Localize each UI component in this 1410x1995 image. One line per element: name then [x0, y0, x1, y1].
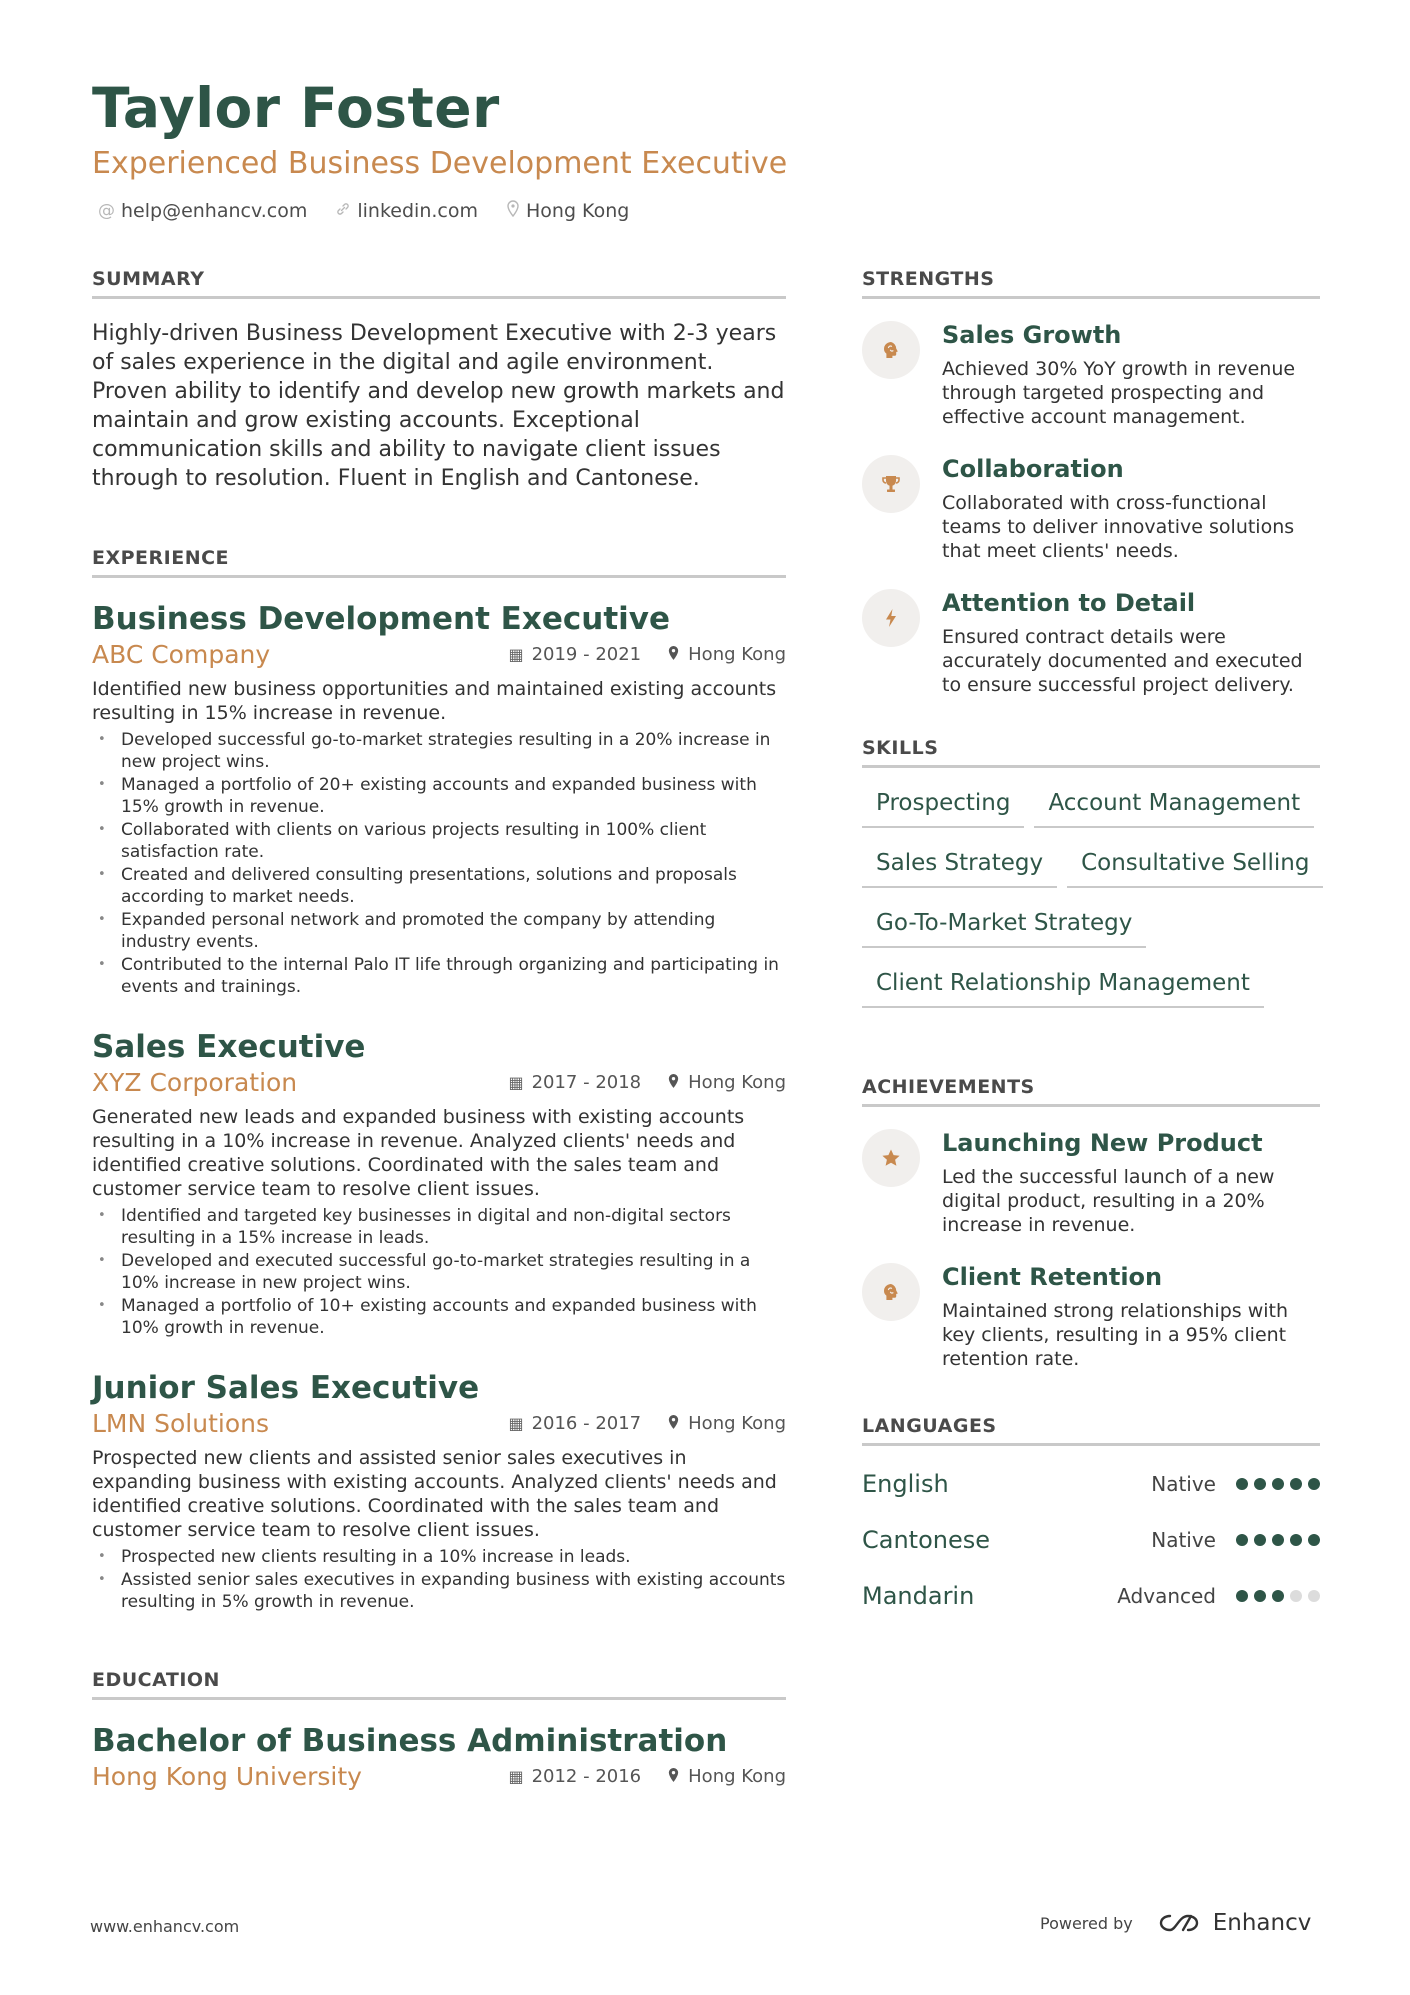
job-meta-row — [92, 1409, 786, 1438]
job-meta-row — [92, 640, 786, 669]
proficiency-dot-empty — [1308, 1590, 1320, 1602]
language-proficiency — [1151, 1528, 1320, 1552]
at-icon: @ — [98, 201, 115, 221]
proficiency-dot-filled — [1236, 1534, 1248, 1546]
skill-tag: Client Relationship Management — [862, 962, 1264, 1008]
education-location — [667, 1766, 786, 1787]
list-item: • Prospected new clients resulting in a 10% increase in leads. — [92, 1546, 786, 1568]
education-entry — [92, 1722, 786, 1791]
location-pin-icon — [667, 1767, 680, 1787]
skill-tag: Go-To-Market Strategy — [862, 902, 1146, 948]
list-item: • Contributed to the internal Palo IT life through organizing and participating in events and trainings. — [92, 954, 786, 998]
skills-heading: SKILLS — [862, 737, 1320, 768]
list-item: • Expanded personal network and promoted the company by attending industry events. — [92, 909, 786, 953]
strength-body — [942, 455, 1320, 563]
footer-website[interactable]: www.enhancv.com — [90, 1917, 240, 1936]
proficiency-dot-filled — [1236, 1478, 1248, 1490]
education-dates — [508, 1766, 641, 1787]
strength-item — [862, 455, 1320, 563]
list-item: • Created and delivered consulting presentations, solutions and proposals according to market needs. — [92, 864, 786, 908]
summary-heading: SUMMARY — [92, 268, 786, 299]
proficiency-dot-filled — [1308, 1478, 1320, 1490]
achievement-item — [862, 1129, 1320, 1237]
strengths-heading: STRENGTHS — [862, 268, 1320, 299]
location-text: Hong Kong — [526, 200, 630, 222]
achievement-body — [942, 1263, 1320, 1371]
job-entry — [92, 600, 786, 998]
achievements-heading: ACHIEVEMENTS — [862, 1076, 1320, 1107]
proficiency-dots — [1236, 1478, 1320, 1490]
degree-title: Bachelor of Business Administration — [92, 1723, 728, 1759]
proficiency-dot-filled — [1236, 1590, 1248, 1602]
job-meta — [508, 1072, 786, 1093]
job-bullets — [92, 729, 786, 998]
education-dates-text: 2012 - 2016 — [531, 1766, 642, 1787]
job-dates-text: 2017 - 2018 — [531, 1072, 642, 1093]
left-column — [92, 268, 786, 1791]
location-pin-icon — [667, 1414, 680, 1434]
education-meta — [508, 1766, 786, 1787]
calendar-icon: ▦ — [508, 1767, 524, 1786]
list-item: • Identified and targeted key businesses in digital and non-digital sectors resulting in a 15% increase in leads. — [92, 1205, 786, 1249]
job-description: Identified new business opportunities and maintained existing accounts resulting in 15% increase in revenue. — [92, 678, 777, 724]
education-location-text: Hong Kong — [688, 1766, 786, 1787]
proficiency-dot-filled — [1254, 1478, 1266, 1490]
skill-tag: Sales Strategy — [862, 842, 1057, 888]
job-entry — [92, 1369, 786, 1613]
proficiency-dot-filled — [1254, 1590, 1266, 1602]
proficiency-dot-filled — [1272, 1478, 1284, 1490]
proficiency-dot-filled — [1308, 1534, 1320, 1546]
contact-linkedin[interactable] — [335, 200, 478, 222]
job-meta — [508, 1413, 786, 1434]
job-bullets — [92, 1546, 786, 1613]
brand-name: Enhancv — [1212, 1910, 1312, 1936]
link-icon — [335, 201, 351, 222]
proficiency-dot-filled — [1272, 1590, 1284, 1602]
location-pin-icon — [667, 1073, 680, 1093]
school-name: Hong Kong University — [92, 1762, 362, 1791]
strength-title: Collaboration — [942, 455, 1124, 483]
achievements-section — [862, 1076, 1320, 1371]
enhancv-logo[interactable] — [1157, 1910, 1312, 1936]
job-location-text: Hong Kong — [688, 1072, 786, 1093]
job-title: Sales Executive — [92, 1029, 366, 1065]
strength-item — [862, 321, 1320, 429]
experience-section — [92, 547, 786, 1613]
job-location-text: Hong Kong — [688, 1413, 786, 1434]
strength-item — [862, 589, 1320, 697]
job-dates — [508, 1072, 641, 1093]
strength-title: Attention to Detail — [942, 589, 1196, 617]
company-name: LMN Solutions — [92, 1409, 270, 1438]
job-location — [667, 1413, 786, 1434]
brain-icon — [862, 1263, 920, 1321]
contact-email[interactable] — [98, 200, 307, 222]
proficiency-dots — [1236, 1590, 1320, 1602]
list-item: • Collaborated with clients on various projects resulting in 100% client satisfaction rate. — [92, 819, 786, 863]
achievement-title: Launching New Product — [942, 1129, 1263, 1157]
calendar-icon: ▦ — [508, 1414, 524, 1433]
language-level: Native — [1151, 1528, 1216, 1552]
powered-by-text: Powered by — [1040, 1913, 1133, 1933]
job-meta — [508, 644, 786, 665]
calendar-icon: ▦ — [508, 645, 524, 664]
skills-section — [862, 737, 1320, 1022]
language-row — [862, 1520, 1320, 1560]
job-description: Prospected new clients and assisted senior sales executives in expanding business with existing accounts. Analyzed clients' needs and identified creative solutions. Coordinated with the sales team and customer service team to resolve client issues. — [92, 1447, 777, 1541]
achievement-body — [942, 1129, 1320, 1237]
education-meta-row — [92, 1762, 786, 1791]
language-row — [862, 1464, 1320, 1504]
education-section — [92, 1669, 786, 1791]
job-dates — [508, 644, 641, 665]
proficiency-dot-filled — [1254, 1534, 1266, 1546]
language-name: Cantonese — [862, 1526, 991, 1554]
achievement-desc: Led the successful launch of a new digital product, resulting in a 20% increase in revenue. — [942, 1166, 1275, 1236]
location-pin-icon — [506, 200, 520, 222]
list-item: • Developed and executed successful go-to-market strategies resulting in a 10% increase in new project wins. — [92, 1250, 786, 1294]
achievement-desc: Maintained strong relationships with key clients, resulting in a 95% client retention rate. — [942, 1300, 1288, 1370]
job-title: Junior Sales Executive — [92, 1370, 480, 1406]
languages-heading: LANGUAGES — [862, 1415, 1320, 1446]
strength-desc: Achieved 30% YoY growth in revenue through targeted prospecting and effective account management. — [942, 358, 1296, 428]
job-dates-text: 2019 - 2021 — [531, 644, 642, 665]
list-item: • Developed successful go-to-market strategies resulting in a 20% increase in new project wins. — [92, 729, 786, 773]
skill-tag: Prospecting — [862, 782, 1024, 828]
experience-heading: EXPERIENCE — [92, 547, 786, 578]
strengths-section — [862, 268, 1320, 697]
strength-title: Sales Growth — [942, 321, 1122, 349]
footer-branding — [1040, 1910, 1311, 1936]
enhancv-logo-mark-icon — [1157, 1911, 1205, 1935]
achievement-title: Client Retention — [942, 1263, 1163, 1291]
strength-desc: Collaborated with cross-functional teams to deliver innovative solutions that meet clients' needs. — [942, 492, 1295, 562]
language-proficiency — [1117, 1584, 1320, 1608]
company-name: XYZ Corporation — [92, 1068, 298, 1097]
skills-list — [862, 782, 1332, 1022]
list-item: • Assisted senior sales executives in expanding business with existing accounts resulting in 5% growth in revenue. — [92, 1569, 786, 1613]
contact-bar — [98, 200, 629, 222]
proficiency-dot-empty — [1290, 1590, 1302, 1602]
job-description: Generated new leads and expanded business with existing accounts resulting in a 10% increase in revenue. Analyzed clients' needs and identified creative solutions. Coordinated with the sales team and customer service team to resolve client issues. — [92, 1106, 745, 1200]
job-bullets — [92, 1205, 786, 1339]
job-dates — [508, 1413, 641, 1434]
languages-section — [862, 1415, 1320, 1616]
trophy-icon — [862, 455, 920, 513]
proficiency-dots — [1236, 1534, 1320, 1546]
bolt-icon — [862, 589, 920, 647]
skill-tag: Consultative Selling — [1067, 842, 1323, 888]
language-level: Native — [1151, 1472, 1216, 1496]
linkedin-text: linkedin.com — [357, 200, 478, 222]
company-name: ABC Company — [92, 640, 271, 669]
strength-desc: Ensured contract details were accurately documented and executed to ensure successful project delivery. — [942, 626, 1303, 696]
proficiency-dot-filled — [1290, 1534, 1302, 1546]
contact-location — [506, 200, 629, 222]
brain-icon — [862, 321, 920, 379]
right-column — [862, 268, 1320, 1616]
strength-body — [942, 589, 1320, 697]
calendar-icon: ▦ — [508, 1073, 524, 1092]
achievement-item — [862, 1263, 1320, 1371]
list-item: • Managed a portfolio of 20+ existing accounts and expanded business with 15% growth in revenue. — [92, 774, 786, 818]
star-icon — [862, 1129, 920, 1187]
list-item: • Managed a portfolio of 10+ existing accounts and expanded business with 10% growth in revenue. — [92, 1295, 786, 1339]
language-row — [862, 1576, 1320, 1616]
job-title: Business Development Executive — [92, 601, 670, 637]
job-location — [667, 1072, 786, 1093]
language-name: English — [862, 1470, 949, 1498]
summary-section — [92, 268, 786, 493]
proficiency-dot-filled — [1272, 1534, 1284, 1546]
candidate-name: Taylor Foster — [92, 76, 500, 140]
language-proficiency — [1151, 1472, 1320, 1496]
proficiency-dot-filled — [1290, 1478, 1302, 1490]
job-location-text: Hong Kong — [688, 644, 786, 665]
language-name: Mandarin — [862, 1582, 975, 1610]
skill-tag: Account Management — [1034, 782, 1314, 828]
email-text: help@enhancv.com — [121, 200, 308, 222]
education-heading: EDUCATION — [92, 1669, 786, 1700]
job-meta-row — [92, 1068, 786, 1097]
strength-body — [942, 321, 1320, 429]
candidate-headline: Experienced Business Development Executive — [92, 146, 788, 181]
job-location — [667, 644, 786, 665]
job-dates-text: 2016 - 2017 — [531, 1413, 642, 1434]
summary-text: Highly-driven Business Development Executive with 2-3 years of sales experience in the digital and agile environment. Proven ability to identify and develop new growth markets and maintain and grow existing accounts. Exceptional communication skills and ability to navigate client issues through to resolution. Fluent in English and Cantonese. — [92, 321, 785, 491]
language-level: Advanced — [1117, 1584, 1216, 1608]
job-entry — [92, 1028, 786, 1339]
location-pin-icon — [667, 645, 680, 665]
